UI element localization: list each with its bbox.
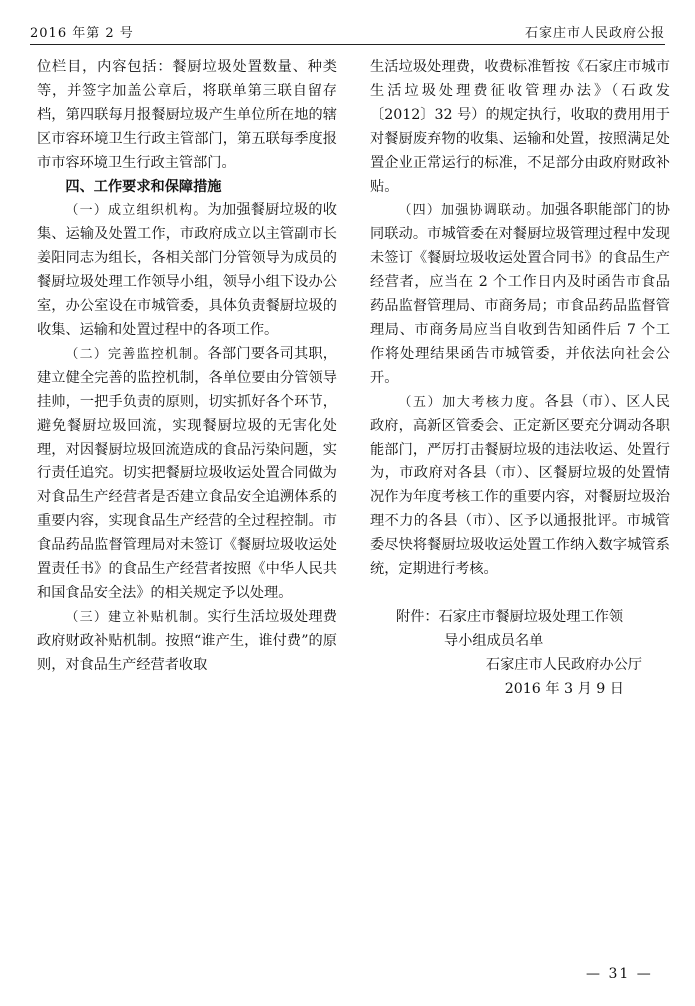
attachment-line: 导小组成员名单: [444, 632, 544, 649]
header-divider: [30, 44, 665, 45]
section-heading: 四、工作要求和保障措施: [65, 178, 222, 195]
left-column: [37, 56, 337, 678]
right-column: [370, 56, 670, 702]
subheading: （二）完善监控机制。: [65, 346, 208, 362]
page-number: — 31 —: [586, 966, 653, 982]
subheading: （五）加大考核力度。: [398, 394, 545, 410]
paragraph: [37, 199, 337, 342]
page-header: [30, 22, 665, 42]
paragraph-text: 实行生活垃圾处理费政府财政补贴机制。按照“谁产生，谁付费”的原则，对食品生产经营者收取: [37, 608, 337, 673]
attachment-note: [370, 606, 670, 654]
paragraph-text: 各县（市）、区人民政府，高新区管委会、正定新区要充分调动各职能部门，严厉打击餐厨垃圾的违法收运、处置行为，市政府对各县（市）、区餐厨垃圾的处置情况作为年度考核工作的重要内容，对餐厨垃圾治理不力的各县（市）、区予以通报批评。市城管委尽快将餐厨垃圾收运处置工作纳入数字城管系统，定期进行考核。: [370, 393, 670, 578]
subheading: （四）加强协调联动。: [398, 203, 541, 219]
subheading: （三）建立补贴机制。: [65, 609, 208, 625]
issue-date: 2016 年 3 月 9 日: [504, 680, 624, 697]
paragraph: [37, 343, 337, 606]
paragraph: 生活垃圾处理费，收费标准暂按《石家庄市城市生活垃圾处理费征收管理办法》（石政发〔2012〕32 号）的规定执行，收取的费用用于对餐厨废弃物的收集、运输和处置，按照满足处置企业正常运行的标准，不足部分由政府财政补贴。: [370, 59, 670, 195]
paragraph: [370, 199, 670, 390]
subheading: （一）成立组织机构。: [65, 203, 208, 219]
paragraph: [370, 391, 670, 582]
attachment-line: 附件：石家庄市餐厨垃圾处理工作领: [396, 608, 624, 625]
paragraph: [37, 606, 337, 678]
paragraph-text: 各部门要各司其职，建立健全完善的监控机制，各单位要由分管领导挂帅，一把手负责的原则，切实抓好各个环节，避免餐厨垃圾回流，实现餐厨垃圾的无害化处理，对因餐厨垃圾回流造成的食品污染问题，实行责任追究。切实把餐厨垃圾收运处置合同做为对食品生产经营者是否建立食品安全追溯体系的重要内容，实现食品生产经营的全过程控制。市食品药品监督管理局对未签订《餐厨垃圾收运处置责任书》的食品生产经营者按照《中华人民共和国食品安全法》的相关规定予以处理。: [37, 345, 337, 601]
paragraph: 位栏目，内容包括：餐厨垃圾处置数量、种类等，并签字加盖公章后，将联单第三联自留存档，第四联每月报餐厨垃圾产生单位所在地的辖区市容环境卫生行政主管部门，第五联每季度报市市容环境卫生行政主管部门。: [37, 59, 337, 171]
paragraph-text: 为加强餐厨垃圾的收集、运输及处置工作，市政府成立以主管副市长姜阳同志为组长，各相关部门分管领导为成员的餐厨垃圾处理工作领导小组，领导小组下设办公室，办公室设在市城管委，具体负责餐厨垃圾的收集、运输和处置过程中的各项工作。: [37, 202, 337, 338]
issuing-office: 石家庄市人民政府办公厅: [485, 656, 642, 673]
publication-title: 石家庄市人民政府公报: [524, 26, 665, 41]
issue-label: 2016 年第 2 号: [30, 26, 134, 41]
paragraph-text: 加强各职能部门的协同联动。市城管委在对餐厨垃圾管理过程中发现未签订《餐厨垃圾收运处置合同书》的食品生产经营者，应当在 2 个工作日内及时函告市食品药品监督管理局、市商务局；市食品药品监督管理局、市商务局应当自收到告知函件后 7 个工作将处理结果函告市城管委，并依法向社会公开。: [370, 202, 670, 386]
